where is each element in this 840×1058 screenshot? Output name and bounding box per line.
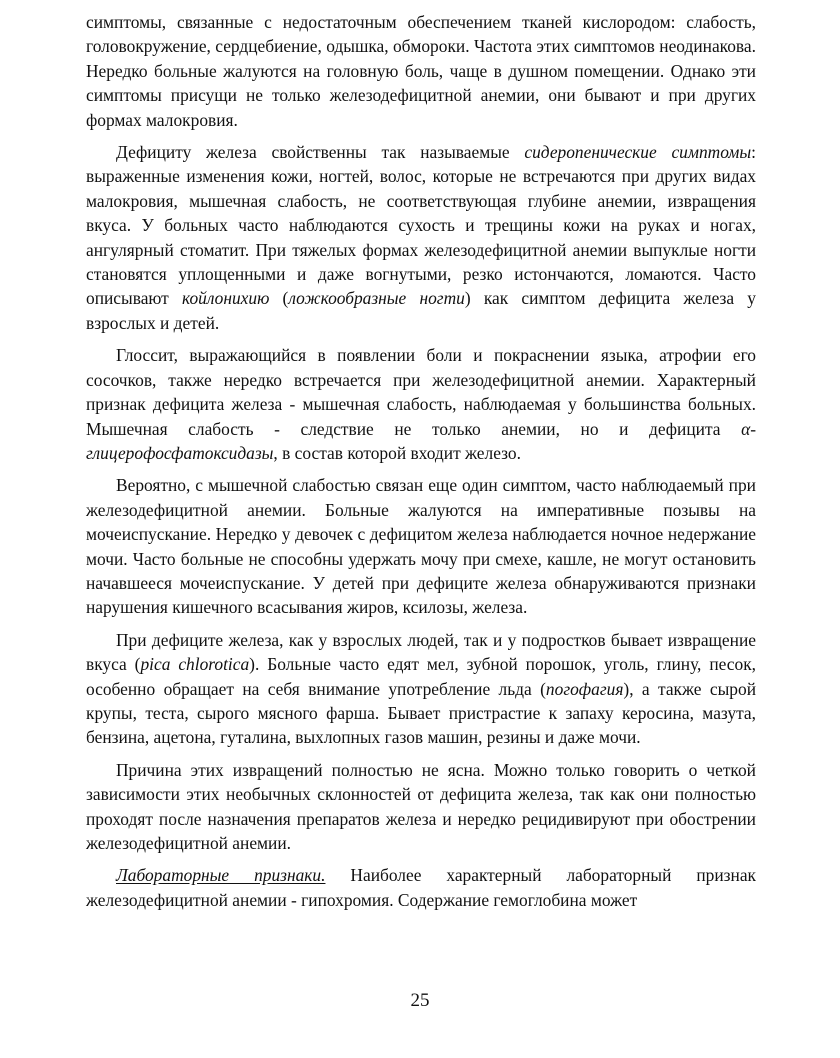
paragraph-4 xyxy=(86,473,756,619)
italic-term: α-глицерофосфатоксидазы xyxy=(86,418,756,463)
paragraph-text: Причина этих извращений полностью не ясна. Можно только говорить о четкой зависимости этих необычных склонностей от дефицита железа, так как они полностью проходят после назначения препаратов железа и нередко рецидивируют при обострении железодефицитной анемии. xyxy=(86,759,756,853)
paragraph-5 xyxy=(86,628,756,750)
paragraph-text: , в состав которой входит железо. xyxy=(273,442,521,463)
paragraph-text: ) как симптом дефицита железа у взрослых и детей. xyxy=(86,288,757,333)
paragraph-3 xyxy=(86,343,756,465)
paragraph-text: Вероятно, с мышечной слабостью связан еще один симптом, часто наблюдаемый при железодефицитной анемии. Больные жалуются на императивные позывы на мочеиспускание. Нередко у девочек с дефицитом железа наблюдается ночное недержание мочи. Часто больные не способны удержать мочу при смехе, кашле, не могут остановить начавшееся мочеиспускание. У детей при дефиците железа обнаруживаются признаки нарушения кишечного всасывания жиров, ксилозы, железа. xyxy=(86,475,756,618)
italic-term: pica chlorotica xyxy=(140,654,250,675)
paragraph-2 xyxy=(86,140,756,335)
paragraph-text: ). Больные часто едят мел, зубной порошок, уголь, глину, песок, особенно обращает на себя внимание употребление льда ( xyxy=(86,654,756,699)
paragraph-7 xyxy=(86,863,756,912)
page-number: 25 xyxy=(410,990,430,1011)
paragraph-text: симптомы, связанные с недостаточным обеспечением тканей кислородом: слабость, головокружение, сердцебиение, одышка, обмороки. Частота этих симптомов неодинакова. Нередко больные жалуются на головную боль, чаще в душном помещении. Однако эти симптомы присущи не только железодефицитной анемии, они бывают и при других формах малокровия. xyxy=(86,12,756,130)
paragraph-text: При дефиците железа, как у взрослых людей, так и у подростков бывает извращение вкуса ( xyxy=(86,629,756,675)
paragraph-text: Дефициту железа свойственны так называемые xyxy=(116,142,525,163)
section-heading: Лабораторные признаки. xyxy=(116,865,326,886)
document-page xyxy=(86,10,756,920)
paragraph-6 xyxy=(86,758,756,856)
paragraph-text: ), а также сырой крупы, теста, сырого мясного фарша. Бывает пристрастие к запаху керосина, мазута, бензина, ацетона, гуталина, выхлопных газов машин, резины и даже мочи. xyxy=(86,678,756,748)
italic-term: ложкообразные ногти xyxy=(288,288,465,309)
italic-term: погофагия xyxy=(545,678,624,699)
italic-term: койлонихию xyxy=(181,288,270,309)
italic-term: сидеропенические симптомы xyxy=(524,142,752,163)
paragraph-text: Наиболее характерный лабораторный признак железодефицитной анемии - гипохромия. Содержание гемоглобина может xyxy=(86,865,756,910)
paragraph-1 xyxy=(86,10,756,132)
paragraph-text: Глоссит, выражающийся в появлении боли и покраснении языка, атрофии его сосочков, также нередко встречается при железодефицитной анемии. Характерный признак дефицита железа - мышечная слабость, наблюдаемая у большинства больных. Мышечная слабость - следствие не только анемии, но и дефицита xyxy=(86,345,756,439)
paragraph-text: : выраженные изменения кожи, ногтей, волос, которые не встречаются при других видах малокровия, мышечная слабость, не соответствующая глубине анемии, извращения вкуса. У больных часто наблюдаются сухость и трещины кожи на руках и ногах, ангулярный стоматит. При тяжелых формах железодефицитной анемии выпуклые ногти становятся уплощенными и даже вогнутыми, резко истончаются, ломаются. Часто описывают xyxy=(86,142,756,309)
paragraph-text: ( xyxy=(269,288,289,309)
